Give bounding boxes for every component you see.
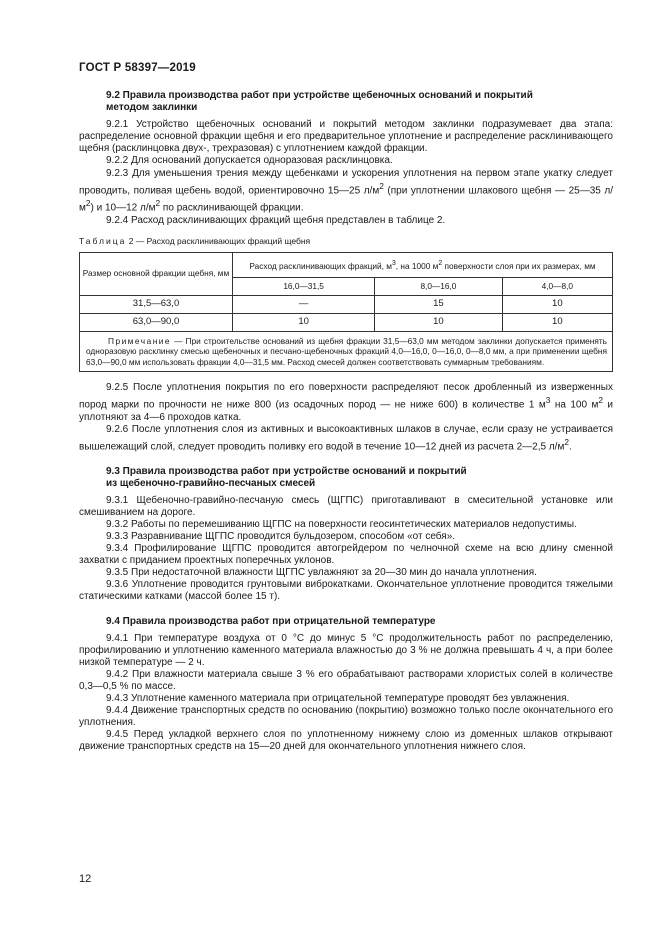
text-run: . — [568, 441, 572, 453]
superscript: 2 — [155, 198, 161, 209]
text-run: ) и 10—12 л/м — [90, 202, 156, 214]
table-cell: 63,0—90,0 — [80, 313, 233, 331]
paragraph-9-2-3 — [79, 168, 613, 215]
text-run: поверхности слоя при их размерах, мм — [442, 260, 596, 271]
superscript: 2 — [379, 180, 384, 191]
paragraph-9-2-6 — [79, 424, 613, 454]
text-run: (при уплотнении шлакового щебня — 25—35 л/м — [79, 184, 613, 214]
table-note-row — [80, 331, 613, 372]
text-run: по расклинивающей фракции. — [160, 202, 304, 214]
table-cell: 10 — [233, 313, 375, 331]
paragraph-9-4-2: 9.4.2 При влажности материала свыше 3 % его обрабатывают растворами хлористых солей в количестве 0,3—0,5 % по массе. — [79, 668, 613, 692]
column-header-4-8: 4,0—8,0 — [502, 278, 612, 295]
column-header-main-fraction: Размер основной фракции щебня, мм — [80, 252, 233, 295]
paragraph-9-3-5: 9.3.5 При недостаточной влажности ЩГПС увлажняют за 20—30 мин до начала уплотнения. — [106, 567, 537, 579]
section-title-line: 9.2 Правила производства работ при устройстве щебеночных оснований и покрытий — [106, 90, 533, 101]
paragraph-9-3-4: 9.3.4 Профилирование ЩГПС проводится автогрейдером по челночной схеме на всю длину сменной захватки с приданием проектных поперечных уклонов. — [79, 543, 613, 567]
table-cell: 15 — [375, 295, 502, 313]
caption-label: Таблица — [79, 235, 127, 246]
paragraph-9-4-3: 9.4.3 Уплотнение каменного материала при отрицательной температуре проводят без увлажнения. — [106, 693, 570, 705]
column-group-header — [233, 252, 613, 278]
table-row — [80, 295, 613, 313]
paragraph-9-2-4: 9.2.4 Расход расклинивающих фракций щебня представлен в таблице 2. — [106, 214, 446, 226]
section-9-4-title: 9.4 Правила производства работ при отрицательной температуре — [106, 615, 436, 627]
page-number: 12 — [79, 873, 92, 885]
column-header-8-16: 8,0—16,0 — [375, 278, 502, 295]
paragraph-9-4-1: 9.4.1 При температуре воздуха от 0 °С до минус 5 °С продолжительность работ по распределению, профилированию и уплотнению каменного материала влажностью до 3 % не должна превышать 4 ч, а при более низкой температуре — 2 ч. — [79, 632, 613, 668]
paragraph-9-2-2: 9.2.2 Для оснований допускается одноразовая расклинцовка. — [106, 155, 393, 167]
text-run: на 100 м — [550, 399, 599, 411]
superscript: 3 — [391, 259, 396, 267]
section-title-line: методом заклинки — [106, 102, 198, 114]
section-title-line: из щебеночно-гравийно-песчаных смесей — [106, 477, 316, 489]
superscript: 3 — [545, 395, 551, 406]
text-run: Расход расклинивающих фракций, м — [249, 260, 392, 271]
paragraph-9-3-2: 9.3.2 Работы по перемешиванию ЩГПС на поверхности геосинтетических материалов недопустимы. — [106, 518, 577, 530]
table-cell: 31,5—63,0 — [80, 295, 233, 313]
section-9-3-title — [79, 466, 613, 490]
table-cell: 10 — [375, 313, 502, 331]
paragraph-9-3-1: 9.3.1 Щебеночно-гравийно-песчаную смесь (ЩГПС) приготавливают в смесительной установке или смешиванием на дороге. — [79, 494, 613, 518]
table-note — [80, 331, 613, 372]
paragraph-9-3-6: 9.3.6 Уплотнение проводится грунтовыми виброкатками. Окончательное уплотнение проводится тяжелыми статическими катками (массой более 15 т). — [79, 579, 613, 603]
table-row — [80, 313, 613, 331]
paragraph-9-2-1: 9.2.1 Устройство щебеночных оснований и покрытий методом заклинки подразумевает два этапа: распределение основной фракции щебня и его предварительное уплотнение и распределение расклинивающего щебня (расклинцовка двух-, трехразовая) с уплотнением каждой фракции. — [79, 119, 613, 155]
table-caption — [79, 236, 613, 247]
superscript: 2 — [564, 437, 569, 448]
table-cell: 10 — [502, 313, 612, 331]
text-run: 9.2.6 После уплотнения слоя из активных и высокоактивных шлаков в случае, если сразу не устраивается вышележащий слой, следует проводить поливку его водой в течение 10—12 дней из расчета 2—2,5 л/м — [79, 423, 613, 453]
caption-text: 2 — Расход расклинивающих фракций щебня — [126, 235, 311, 246]
text-run: 9.2.3 Для уменьшения трения между щебенками и ускорения уплотнения на первом этапе укатку следует проводить, поливая щебень водой, ориентировочно 15—25 л/м — [79, 167, 613, 196]
text-run: 9.2.5 После уплотнения покрытия по его поверхности распределяют песок дробленный из изверженных пород марки по прочности не ниже 800 (из осадочных пород — не ниже 600) в количестве 1 м — [79, 382, 613, 411]
page-content — [79, 90, 613, 754]
note-text: — При строительстве оснований из щебня фракции 31,5—63,0 мм методом заклинки допускается применять одноразовую расклинку смесью щебеночных и песчано-щебеночных фракций 4,0—16,0, 0—16,0, 0—8,0 мм, а при применении щебня 63,0—90,0 мм использовать фракции 4,0—31,5 мм. Расход смесей должен соответствовать суммарным требованиям. — [86, 335, 607, 367]
section-9-2-title — [79, 90, 613, 114]
paragraph-9-4-5: 9.4.5 Перед укладкой верхнего слоя по уплотненному нижнему слою из доменных шлаков открывают движение транспортных средств на 15—20 дней для окончательного уплотнения нижнего слоя. — [79, 729, 613, 753]
text-run: , на 1000 м — [395, 260, 439, 271]
table-cell: 10 — [502, 295, 612, 313]
note-label: Примечание — [108, 335, 172, 346]
superscript: 2 — [598, 395, 603, 406]
superscript: 2 — [438, 259, 443, 267]
section-title-line: 9.3 Правила производства работ при устройстве оснований и покрытий — [106, 465, 467, 477]
superscript: 2 — [85, 198, 91, 209]
table-cell: — — [233, 295, 375, 313]
column-header-16-31: 16,0—31,5 — [233, 278, 375, 295]
document-header: ГОСТ Р 58397—2019 — [79, 62, 196, 74]
paragraph-9-4-4: 9.4.4 Движение транспортных средств по основанию (покрытию) возможно только после окончательного его уплотнения. — [79, 705, 613, 729]
paragraph-9-3-3: 9.3.3 Разравнивание ЩГПС проводится бульдозером, способом «от себя». — [106, 530, 456, 542]
table-header-row — [80, 252, 613, 278]
consumption-table — [79, 252, 613, 373]
text-run: и уплотняют за 4—6 проходов катка. — [79, 399, 613, 423]
paragraph-9-2-5 — [79, 382, 613, 424]
